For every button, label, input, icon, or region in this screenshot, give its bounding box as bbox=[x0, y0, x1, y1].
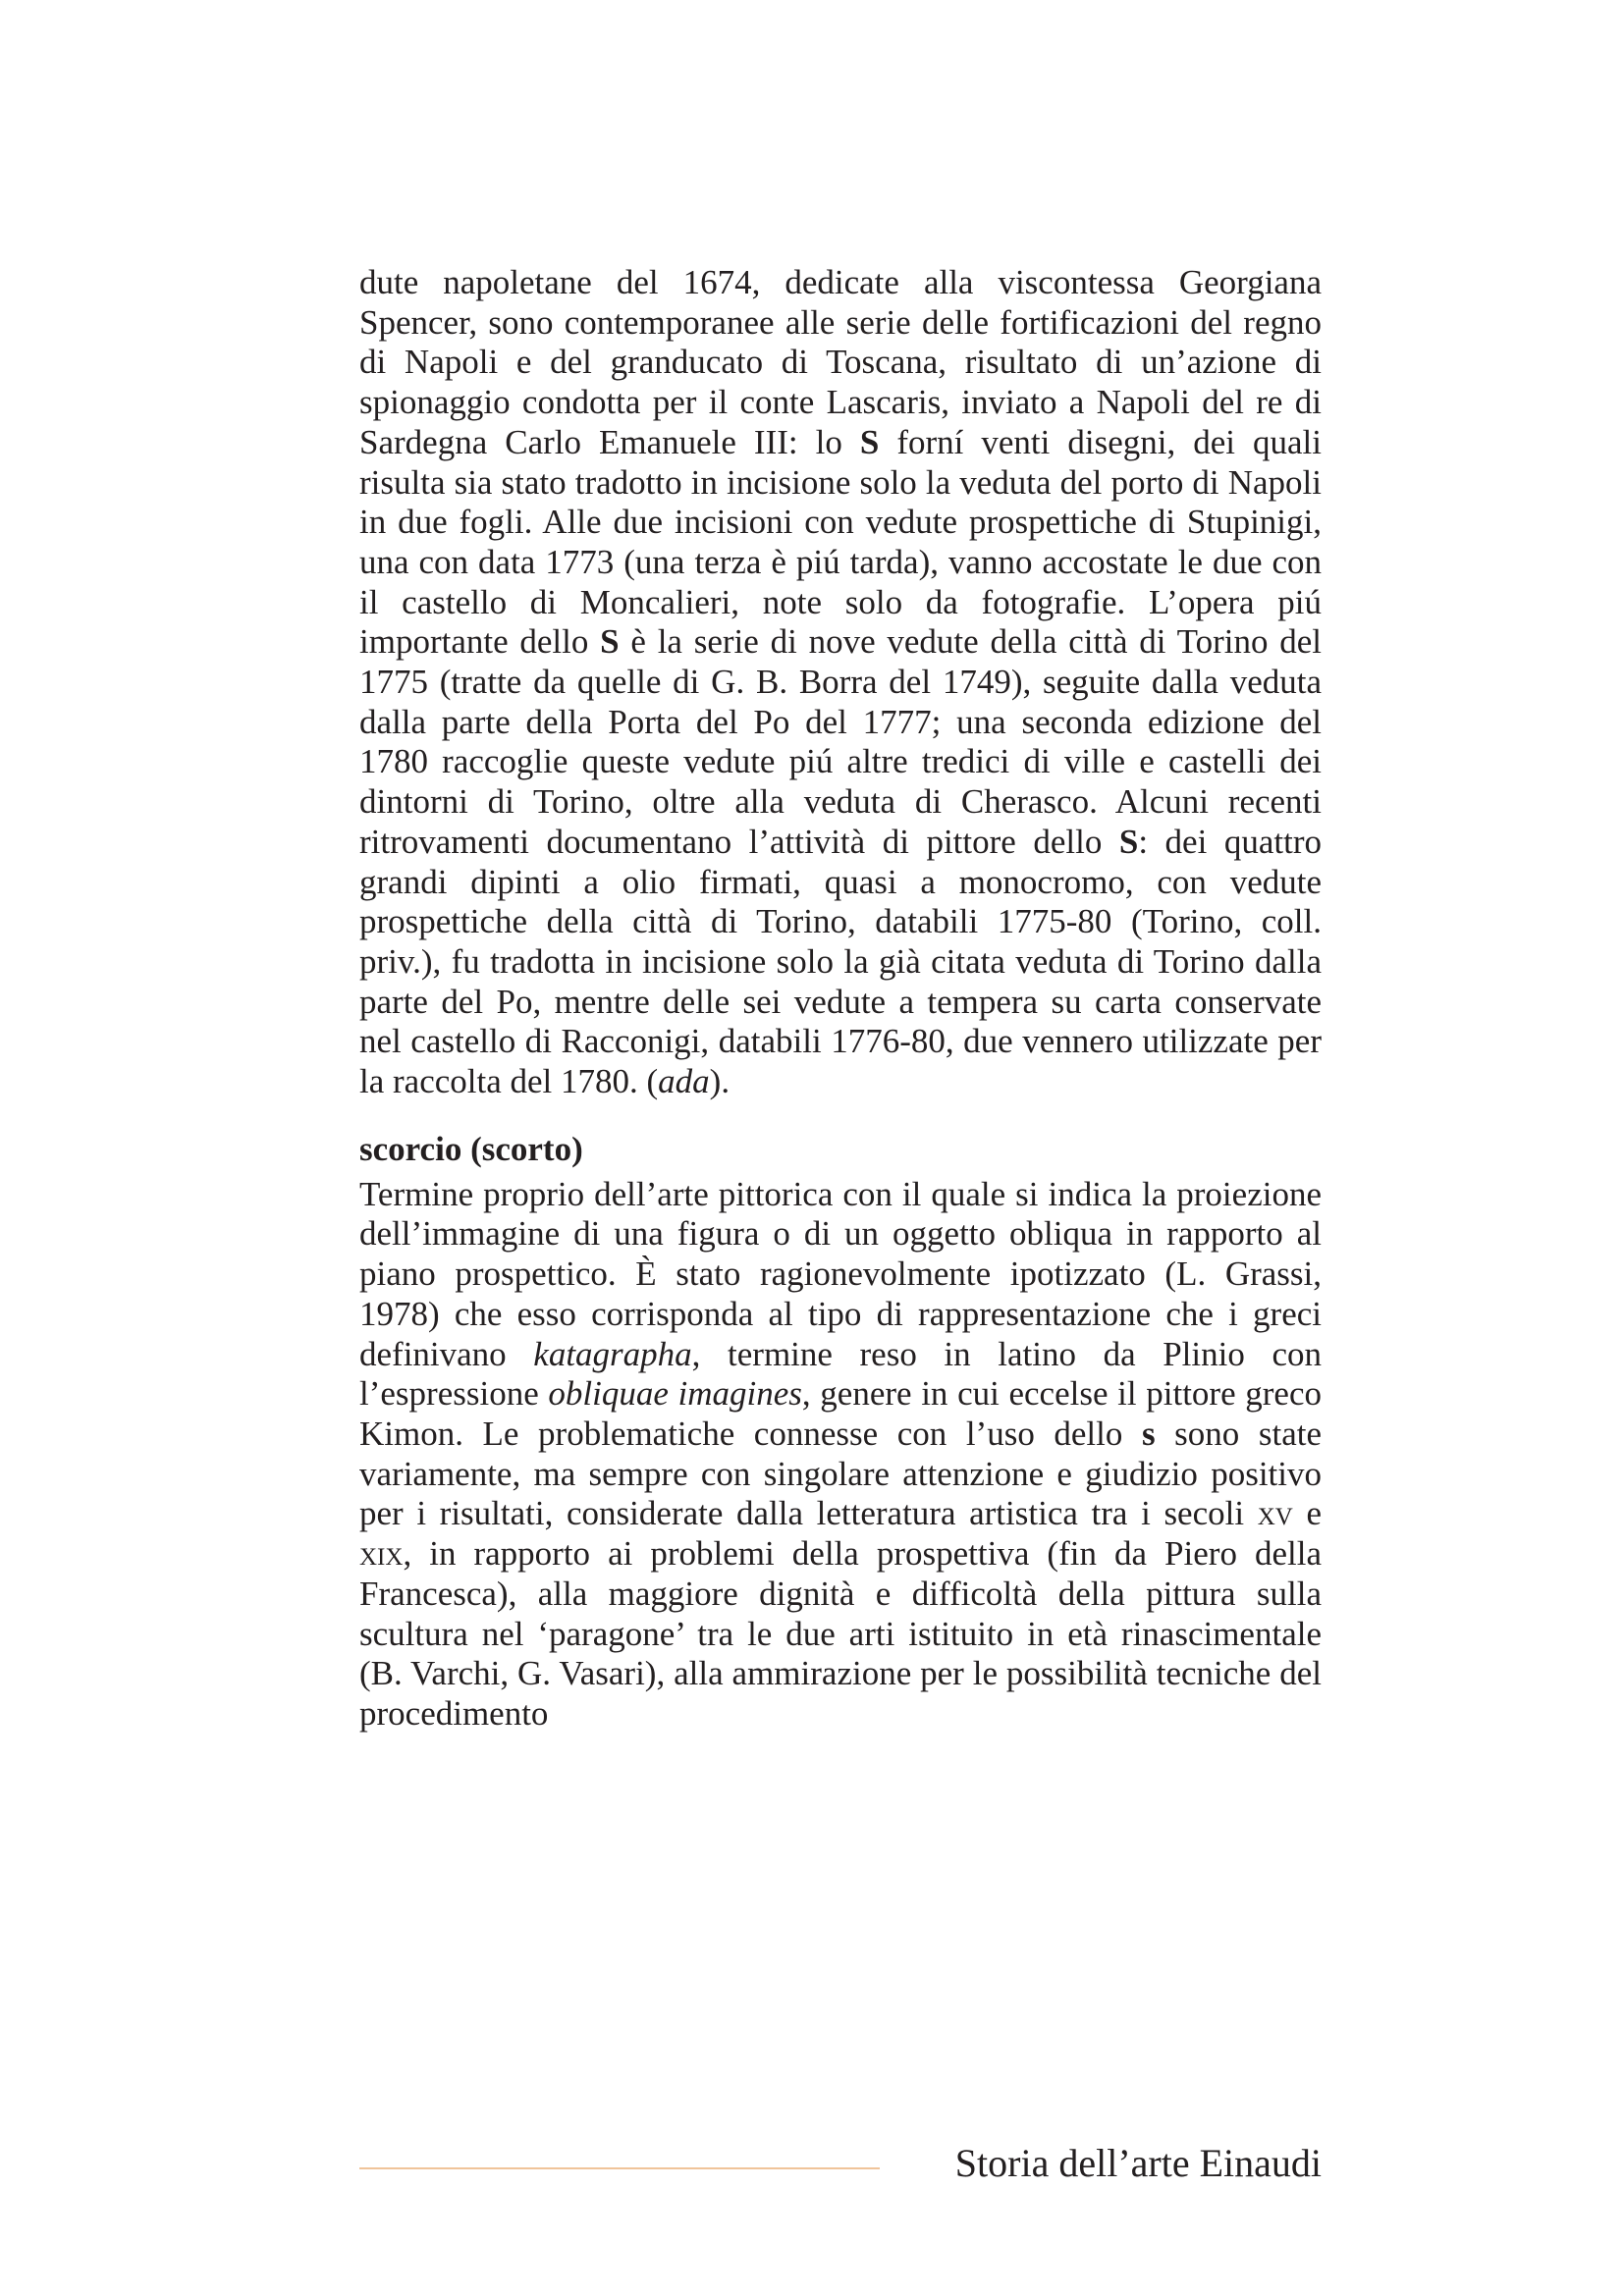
entry-sigla: S bbox=[859, 422, 880, 461]
text-run: dute napoletane del 1674, dedicate alla viscontessa Georgiana Spencer, sono contemporanee alle serie delle fortificazioni del regno di Napoli e del granducato di Toscana, risultato di un’azione di spionaggio condotta per il conte Lascaris, inviato a Napoli del re di Sardegna Carlo Emanuele III: lo bbox=[359, 263, 1322, 461]
entry-paragraph bbox=[359, 1175, 1322, 1735]
text-run: è la serie di nove vedute della città di Torino del 1775 (tratte da quelle di G. B. Borra del 1749), seguite dalla veduta dalla parte della Porta del Po del 1777; una seconda edizione del 1780 raccoglie queste vedute piú altre tredici di ville e castelli dei dintorni di Torino, oltre alla veduta di Cherasco. Alcuni recenti ritrovamenti documentano l’attività di pittore dello bbox=[359, 622, 1322, 861]
text-column bbox=[359, 263, 1322, 1735]
text-run: forní venti disegni, dei quali risulta sia stato tradotto in incisione solo la veduta del porto di Napoli in due fogli. Alle due incisioni con vedute prospettiche di Stupinigi, una con data 1773 (una terza è piú tarda), vanno accostate le due con il castello di Moncalieri, note solo da fotografie. L’opera piú importante dello bbox=[359, 422, 1322, 662]
footer-title: Storia dell’arte Einaudi bbox=[954, 2141, 1322, 2185]
text-run: , in rapporto ai problemi della prospettiva (fin da Piero della Francesca), alla maggiore dignità e difficoltà della pittura sulla scultura nel ‘paragone’ tra le due arti istituito in età rinascimentale (B. Varchi, G. Vasari), alla ammirazione per le possibilità tecniche del procedimento bbox=[359, 1534, 1322, 1733]
entry-heading: scorcio (scorto) bbox=[359, 1129, 583, 1168]
entry-sigla: S bbox=[600, 622, 620, 662]
entry-sigla: S bbox=[1118, 822, 1139, 861]
text-run: , termine reso in latino da Plinio con l’espressione bbox=[359, 1334, 1322, 1414]
roman-numeral-century: xix bbox=[359, 1534, 404, 1574]
italic-text: katagrapha bbox=[533, 1334, 692, 1373]
continued-entry-paragraph bbox=[359, 263, 1322, 1102]
text-run: ). bbox=[709, 1062, 730, 1101]
italic-text: obliquae imagines bbox=[548, 1374, 802, 1414]
footer-rule bbox=[359, 2167, 880, 2169]
text-run: Termine proprio dell’arte pittorica con il quale si indica la proiezione dell’immagine di una figura o di un oggetto obliqua in rapporto al piano prospettico. È stato ragionevolmente ipotizzato (L. Grassi, 1978) che esso corrisponda al tipo di rappresentazione che i greci definivano bbox=[359, 1174, 1322, 1373]
roman-numeral-century: xv bbox=[1257, 1494, 1293, 1533]
text-run: e bbox=[1292, 1494, 1322, 1533]
text-run: , genere in cui eccelse il pittore greco Kimon. Le problematiche connesse con l’uso dello bbox=[359, 1374, 1322, 1453]
entry-sigla: s bbox=[1141, 1414, 1156, 1453]
text-run: sono state variamente, ma sempre con singolare attenzione e giudizio positivo per i risultati, considerate dalla letteratura artistica tra i secoli bbox=[359, 1414, 1322, 1533]
italic-text: ada bbox=[658, 1062, 710, 1101]
text-run: : dei quattro grandi dipinti a olio firmati, quasi a monocromo, con vedute prospettiche della città di Torino, databili 1775-80 (Torino, coll. priv.), fu tradotta in incisione solo la già citata veduta di Torino dalla parte del Po, mentre delle sei vedute a tempera su carta conservate nel castello di Racconigi, databili 1776-80, due vennero utilizzate per la raccolta del 1780. ( bbox=[359, 822, 1322, 1101]
